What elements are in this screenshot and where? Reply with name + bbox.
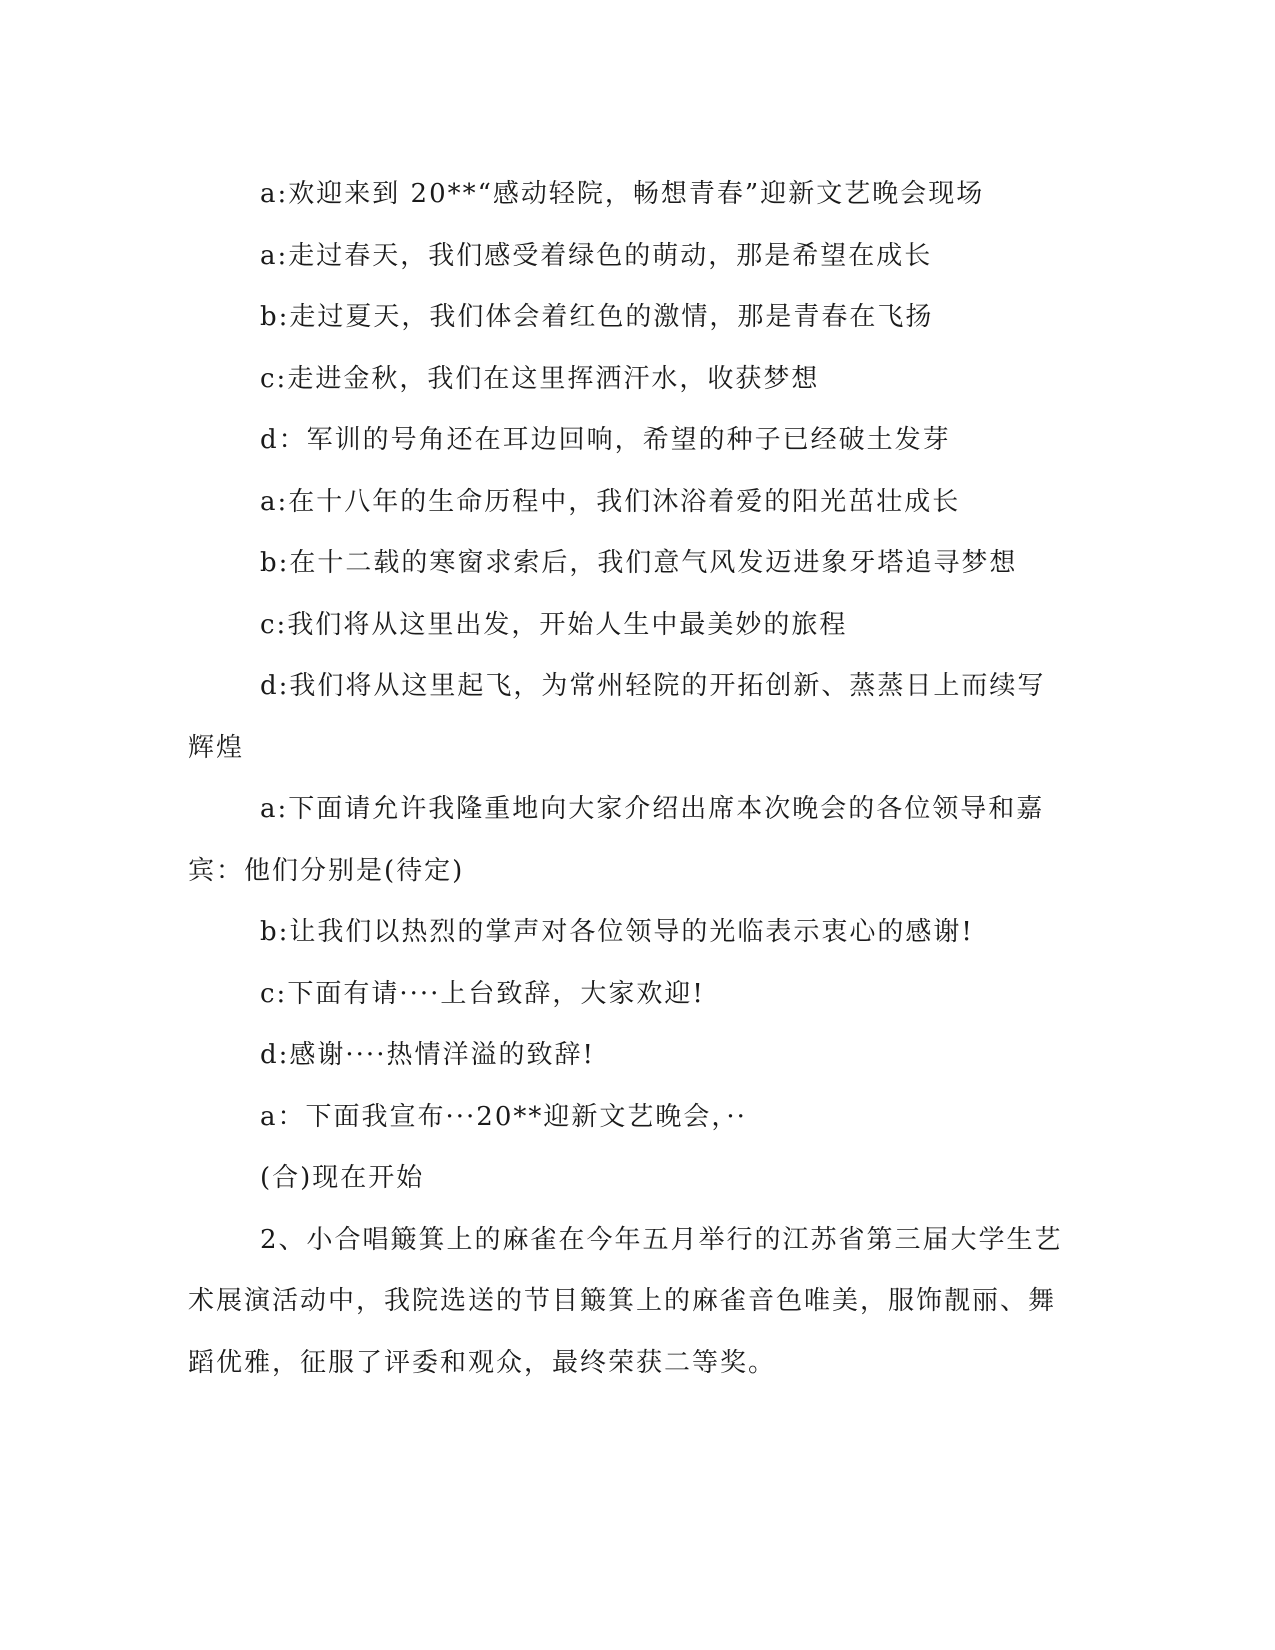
paragraph: (合)现在开始 — [260, 1163, 425, 1193]
paragraph: a:在十八年的生命历程中，我们沐浴着爱的阳光茁壮成长 — [260, 486, 961, 517]
paragraph: a:下面请允许我隆重地向大家介绍出席本次晚会的各位领导和嘉宾：他们分别是(待定) — [188, 794, 1045, 886]
paragraph: d：军训的号角还在耳边回响，希望的种子已经破土发芽 — [260, 425, 951, 455]
paragraph: b:让我们以热烈的掌声对各位领导的光临表示衷心的感谢! — [260, 917, 974, 947]
paragraph: d:感谢····热情洋溢的致辞! — [260, 1040, 595, 1070]
paragraph: c:我们将从这里出发，开始人生中最美妙的旅程 — [260, 609, 848, 640]
paragraph: d:我们将从这里起飞，为常州轻院的开拓创新、蒸蒸日上而续写辉煌 — [188, 671, 1046, 763]
paragraph: 2、小合唱簸箕上的麻雀在今年五月举行的江苏省第三届大学生艺术展演活动中，我院选送的节目簸箕上的麻雀音色唯美，服饰靓丽、舞蹈优雅，征服了评委和观众，最终荣获二等奖。 — [188, 1224, 1063, 1378]
paragraph: c:走进金秋，我们在这里挥洒汗水，收获梦想 — [260, 363, 820, 394]
paragraph: a:走过春天，我们感受着绿色的萌动，那是希望在成长 — [260, 240, 933, 271]
paragraph: c:下面有请····上台致辞，大家欢迎! — [260, 978, 705, 1009]
paragraph: b:在十二载的寒窗求索后，我们意气风发迈进象牙塔追寻梦想 — [260, 548, 1018, 578]
paragraph: b:走过夏天，我们体会着红色的激情，那是青春在飞扬 — [260, 302, 934, 332]
paragraph: a:欢迎来到 20**“感动轻院，畅想青春”迎新文艺晚会现场 — [260, 179, 985, 209]
paragraph: a：下面我宣布···20**迎新文艺晚会，·· — [260, 1101, 747, 1132]
document-body — [188, 164, 1068, 1394]
